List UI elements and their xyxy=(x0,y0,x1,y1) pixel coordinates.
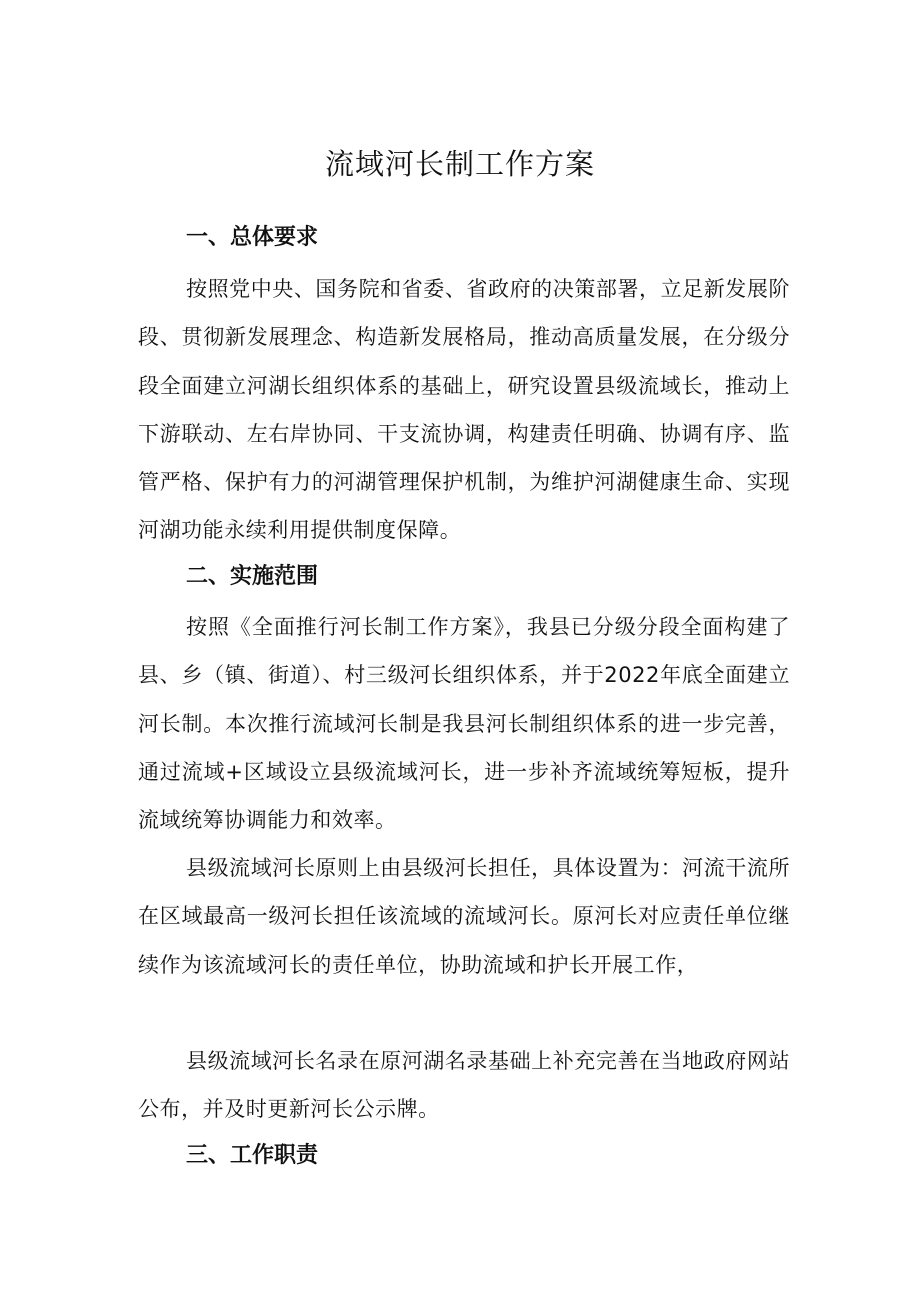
paragraph-scope-river-chief-setup: 县级流域河长原则上由县级河长担任，具体设置为：河流干流所在区域最高一级河长担任该流域的流域河长。原河长对应责任单位继续作为该流域河长的责任单位，协助流域和护长开展工作， xyxy=(138,856,790,977)
section-heading-implementation-scope: 二、实施范围 xyxy=(186,564,319,589)
section-heading-work-duties: 三、工作职责 xyxy=(186,1143,319,1168)
document-title: 流域河长制工作方案 xyxy=(324,147,595,181)
paragraph-scope-background: 按照《全面推行河长制工作方案》，我县已分级分段全面构建了县、乡（镇、街道）、村三级河长组织体系，并于2022年底全面建立河长制。本次推行流域河长制是我县河长制组织体系的进一步完善，通过流域+区域设立县级流域河长，进一步补齐流域统筹短板，提升流域统筹协调能力和效率。 xyxy=(138,615,790,833)
paragraph-scope-directory-publication: 县级流域河长名录在原河湖名录基础上补充完善在当地政府网站公布，并及时更新河长公示牌。 xyxy=(138,1049,790,1122)
paragraph-general-requirements: 按照党中央、国务院和省委、省政府的决策部署，立足新发展阶段、贯彻新发展理念、构造新发展格局，推动高质量发展，在分级分段全面建立河湖长组织体系的基础上，研究设置县级流域长，推动上下游联动、左右岸协同、干支流协调，构建责任明确、协调有序、监管严格、保护有力的河湖管理保护机制，为维护河湖健康生命、实现河湖功能永续利用提供制度保障。 xyxy=(138,277,790,543)
section-heading-general-requirements: 一、总体要求 xyxy=(186,225,319,250)
